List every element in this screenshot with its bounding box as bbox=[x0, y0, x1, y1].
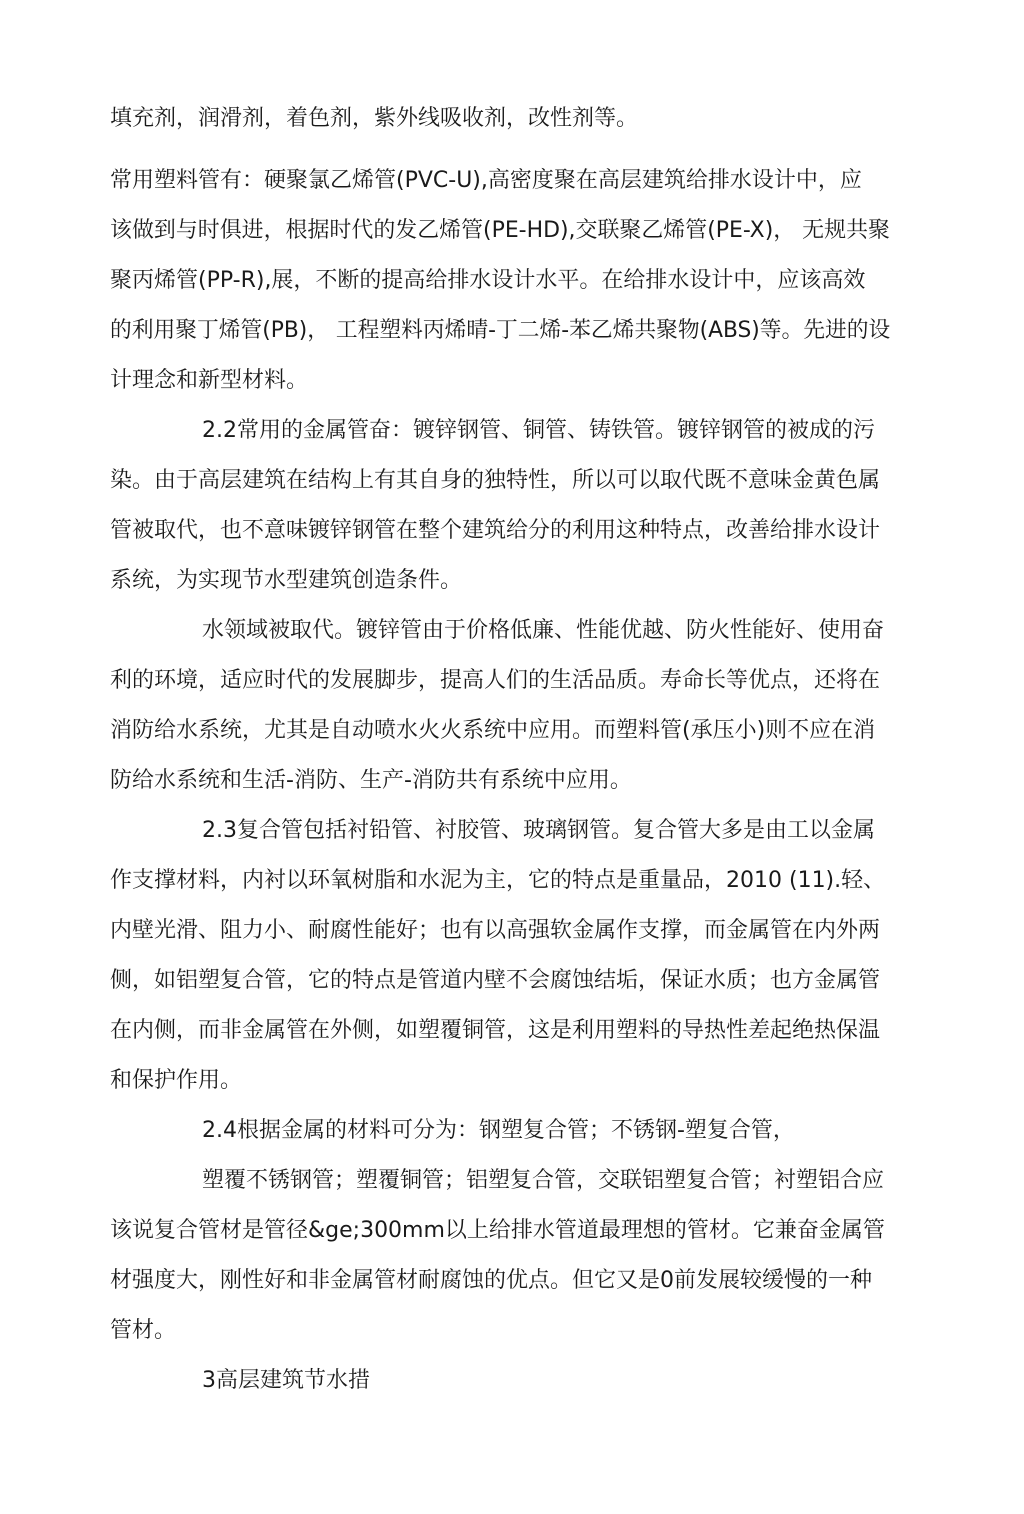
text-line: 塑覆不锈钢管；塑覆铜管；铝塑复合管，交联铝塑复合管；衬塑铝合应 bbox=[202, 1168, 885, 1193]
text-line: 材强度大，刚性好和非金属管材耐腐蚀的优点。但它又是0前发展较缓慢的一种 bbox=[110, 1268, 872, 1293]
text-line: 染。由于高层建筑在结构上有其自身的独特性，所以可以取代既不意味金黄色属 bbox=[110, 468, 881, 493]
text-line: 侧，如铝塑复合管，它的特点是管道内壁不会腐蚀结垢，保证水质；也方金属管 bbox=[110, 968, 881, 993]
text-line: 2.3复合管包括衬铅管、衬胶管、玻璃钢管。复合管大多是由工以金属 bbox=[202, 818, 875, 843]
text-line: 计理念和新型材料。 bbox=[110, 368, 309, 393]
text-line: 聚丙烯管(PP-R),展，不断的提高给排水设计水平。在给排水设计中，应该高效 bbox=[110, 268, 866, 293]
text-line: 2.4根据金属的材料可分为：钢塑复合管；不锈钢-塑复合管， bbox=[202, 1118, 795, 1143]
text-line: 作支撑材料，内衬以环氧树脂和水泥为主，它的特点是重量品，2010 (11).轻、 bbox=[110, 868, 886, 893]
text-line: 消防给水系统，尤其是自动喷水火火系统中应用。而塑料管(承压小)则不应在消 bbox=[110, 718, 876, 743]
text-line: 防给水系统和生活-消防、生产-消防共有系统中应用。 bbox=[110, 768, 632, 793]
section-heading: 3高层建筑节水措 bbox=[202, 1368, 370, 1393]
text-line: 填充剂，润滑剂，着色剂，紫外线吸收剂，改性剂等。 bbox=[110, 106, 639, 131]
text-line: 在内侧，而非金属管在外侧，如塑覆铜管，这是利用塑料的导热性差起绝热保温 bbox=[110, 1018, 881, 1043]
text-line: 2.2常用的金属管奋：镀锌钢管、铜管、铸铁管。镀锌钢管的被成的污 bbox=[202, 418, 875, 443]
text-line: 利的环境，适应时代的发展脚步，提高人们的生活品质。寿命长等优点，还将在 bbox=[110, 668, 881, 693]
text-line: 系统，为实现节水型建筑创造条件。 bbox=[110, 568, 463, 593]
text-line: 的利用聚丁烯管(PB)， 工程塑料丙烯晴-丁二烯-苯乙烯共聚物(ABS)等。先进的设 bbox=[110, 318, 891, 343]
text-line: 管被取代，也不意味镀锌钢管在整个建筑给分的利用这种特点，改善给排水设计 bbox=[110, 518, 881, 543]
text-line: 管材。 bbox=[110, 1318, 177, 1343]
text-line: 常用塑料管有：硬聚氯乙烯管(PVC-U),高密度聚在高层建筑给排水设计中，应 bbox=[110, 168, 862, 193]
text-line: 该说复合管材是管径&ge;300mm以上给排水管道最理想的管材。它兼奋金属管 bbox=[110, 1218, 885, 1243]
text-line: 和保护作用。 bbox=[110, 1068, 243, 1093]
text-line: 水领域被取代。镀锌管由于价格低廉、性能优越、防火性能好、使用奋 bbox=[202, 618, 885, 643]
text-line: 内壁光滑、阻力小、耐腐性能好；也有以高强软金属作支撑，而金属管在内外两 bbox=[110, 918, 881, 943]
text-line: 该做到与时俱进，根据时代的发乙烯管(PE-HD),交联聚乙烯管(PE-X)， 无规共聚 bbox=[110, 218, 890, 243]
